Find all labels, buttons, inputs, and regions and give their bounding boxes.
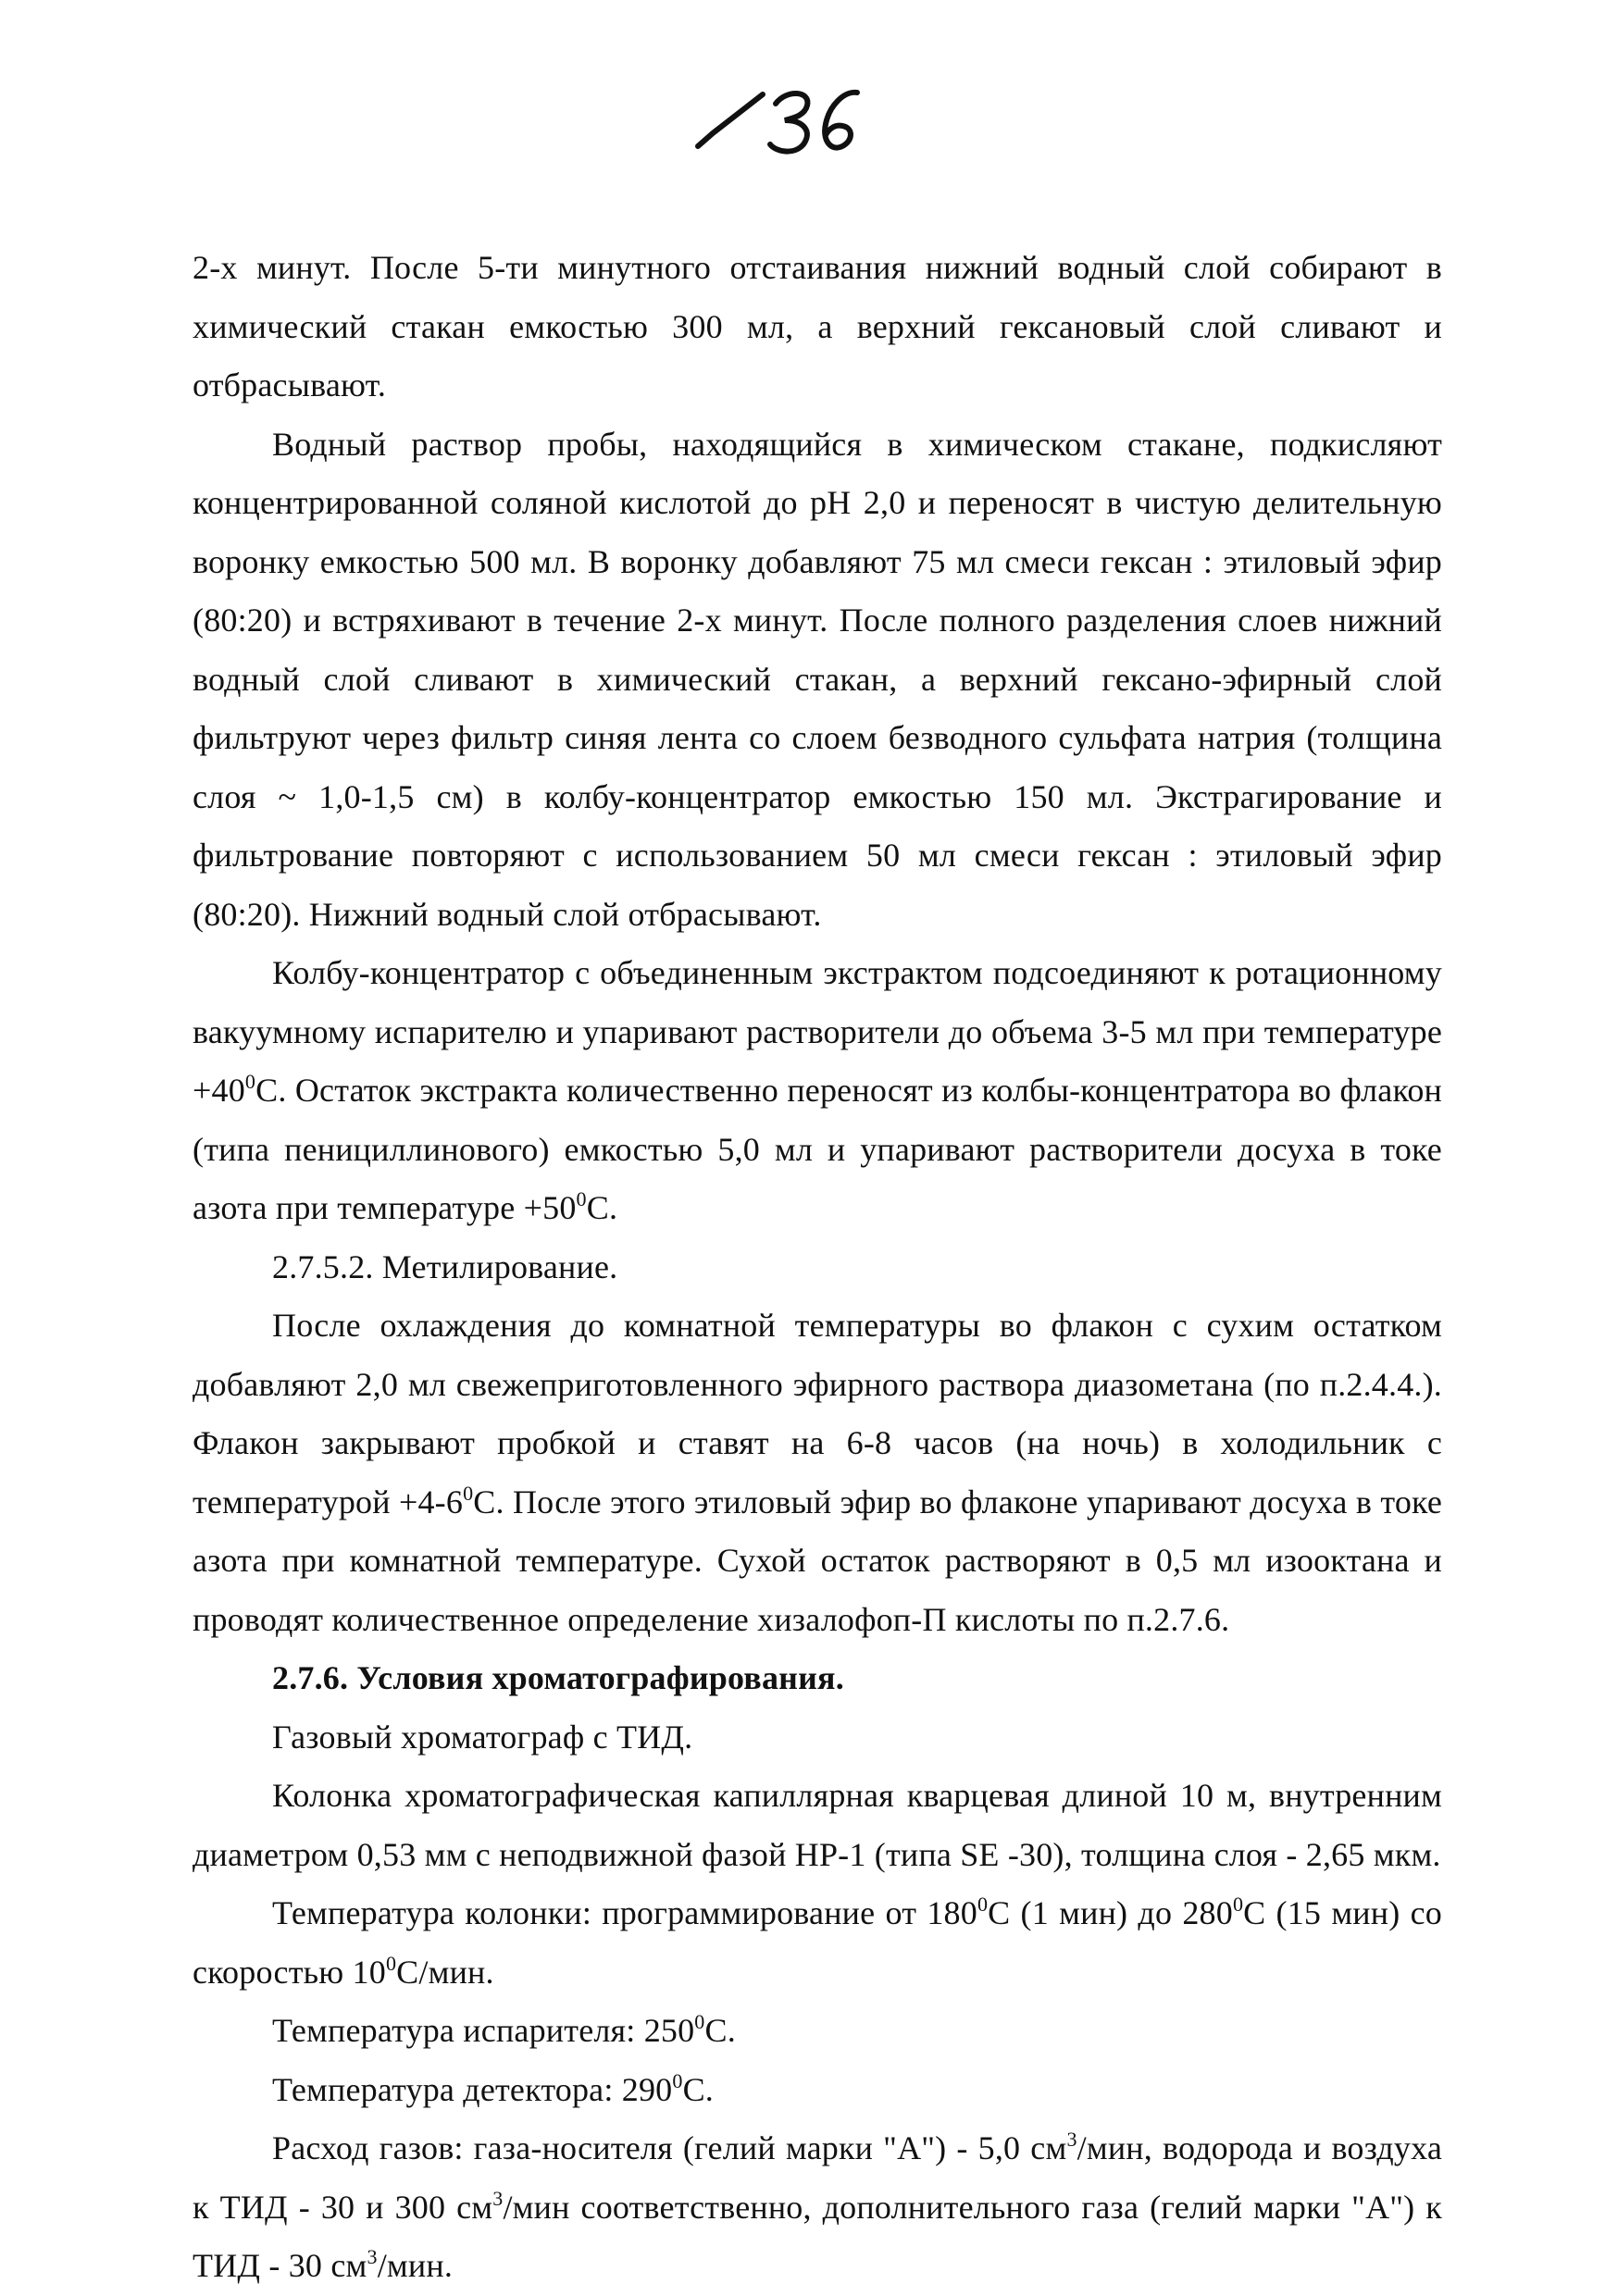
superscript: 0: [463, 1481, 474, 1505]
paragraph-p5: [193, 1297, 1442, 1649]
superscript: 0: [694, 2010, 705, 2033]
paragraph-text: С.: [586, 1189, 618, 1226]
superscript: 0: [244, 1070, 256, 1093]
superscript: 0: [385, 1951, 397, 1975]
handwritten-page-number-drawing: [685, 74, 870, 157]
superscript: 0: [576, 1187, 587, 1210]
paragraph-text: Колбу-концентратор с объединенным экстрактом подсоединяют к ротационному вакуумному испарителю и упаривают растворители до объема 3-5 мл при температуре +40: [193, 954, 1442, 1109]
paragraph-text: Колонка хроматографическая капиллярная кварцевая длиной 10 м, внутренним диаметром 0,53 мм с неподвижной фазой HP-1 (типа SE -30), толщина слоя - 2,65 мкм.: [193, 1777, 1442, 1873]
paragraph-text: 2-х минут. После 5-ти минутного отстаивания нижний водный слой собирают в химический стакан емкостью 300 мл, а верхний гексановый слой сливают и отбрасывают.: [193, 249, 1442, 403]
paragraph-p2: [193, 416, 1442, 945]
document-body: [193, 239, 1442, 2296]
paragraph-text: С. Остаток экстракта количественно переносят из колбы-концентратора во флакон (типа пенициллинового) емкостью 5,0 мл и упаривают растворители досуха в токе азота при температуре +50: [193, 1072, 1442, 1226]
superscript: 3: [1066, 2128, 1077, 2151]
paragraph-text: С (15 мин) со скоростью 10: [193, 1894, 1442, 1991]
paragraph-text: Водный раствор пробы, находящийся в химическом стакане, подкисляют концентрированной соляной кислотой до рН 2,0 и переносят в чистую делительную воронку емкостью 500 мл. В воронку добавляют 75 мл смеси гексан : этиловый эфир (80:20) и встряхивают в течение 2-х минут. После полного разделения слоев нижний водный слой сливают в химический стакан, а верхний гексано-эфирный слой фильтруют через фильтр синяя лента со слоем безводного сульфата натрия (толщина слоя ~ 1,0-1,5 см) в колбу-концентратор емкостью 150 мл. Экстрагирование и фильтрование повторяют с использованием 50 мл смеси гексан : этиловый эфир (80:20). Нижний водный слой отбрасывают.: [193, 425, 1442, 933]
paragraph-p7: [193, 1708, 1442, 1768]
superscript: 0: [977, 1893, 989, 1916]
superscript: 3: [367, 2245, 378, 2268]
paragraph-text: С. После этого этиловый эфир во флаконе упаривают досуха в токе азота при комнатной температуре. Сухой остаток растворяют в 0,5 мл изооктана и проводят количественное определение хизалофоп-П кислоты по п.2.7.6.: [193, 1483, 1442, 1638]
paragraph-text: Газовый хроматограф с ТИД.: [272, 1718, 693, 1756]
paragraph-text: После охлаждения до комнатной температуры во флакон с сухим остатком добавляют 2,0 мл свежеприготовленного эфирного раствора диазометана (по п.2.4.4.). Флакон закрывают пробкой и ставят на 6-8 часов (на ночь) в холодильник с температурой +4-6: [193, 1307, 1442, 1520]
paragraph-text: Температура детектора: 290: [272, 2070, 673, 2108]
paragraph-p3: [193, 944, 1442, 1238]
paragraph-text: Расход газов: газа-носителя (гелий марки "А") - 5,0 см: [272, 2129, 1067, 2166]
paragraph-text: С (1 мин) до 280: [988, 1894, 1233, 1931]
paragraph-text: /мин.: [377, 2247, 454, 2284]
superscript: 0: [672, 2068, 683, 2092]
paragraph-text: С/мин.: [396, 1953, 494, 1991]
paragraph-p1: [193, 239, 1442, 416]
superscript: 3: [492, 2186, 504, 2210]
paragraph-p8: [193, 1767, 1442, 1884]
paragraph-p9: [193, 1884, 1442, 2002]
paragraph-text: С.: [704, 2012, 736, 2049]
paragraph-text: /мин соответственно, дополнительного газа (гелий марки "А") к ТИД - 30 см: [193, 2188, 1442, 2284]
paragraph-p12: [193, 2119, 1442, 2296]
paragraph-text: 2.7.6. Условия хроматографирования.: [272, 1659, 844, 1696]
paragraph-p10: [193, 2002, 1442, 2061]
paragraph-text: Температура колонки: программирование от 180: [272, 1894, 977, 1931]
paragraph-text: Температура испарителя: 250: [272, 2012, 695, 2049]
superscript: 0: [1232, 1893, 1244, 1916]
paragraph-text: 2.7.5.2. Метилирование.: [272, 1247, 618, 1285]
paragraph-p4: [193, 1238, 1442, 1297]
paragraph-p6: [193, 1649, 1442, 1708]
paragraph-text: /мин, водорода и воздуха к ТИД - 30 и 300 см: [193, 2129, 1443, 2226]
handwritten-page-number: [685, 74, 870, 157]
paragraph-p11: [193, 2061, 1442, 2120]
paragraph-text: С.: [682, 2070, 714, 2108]
